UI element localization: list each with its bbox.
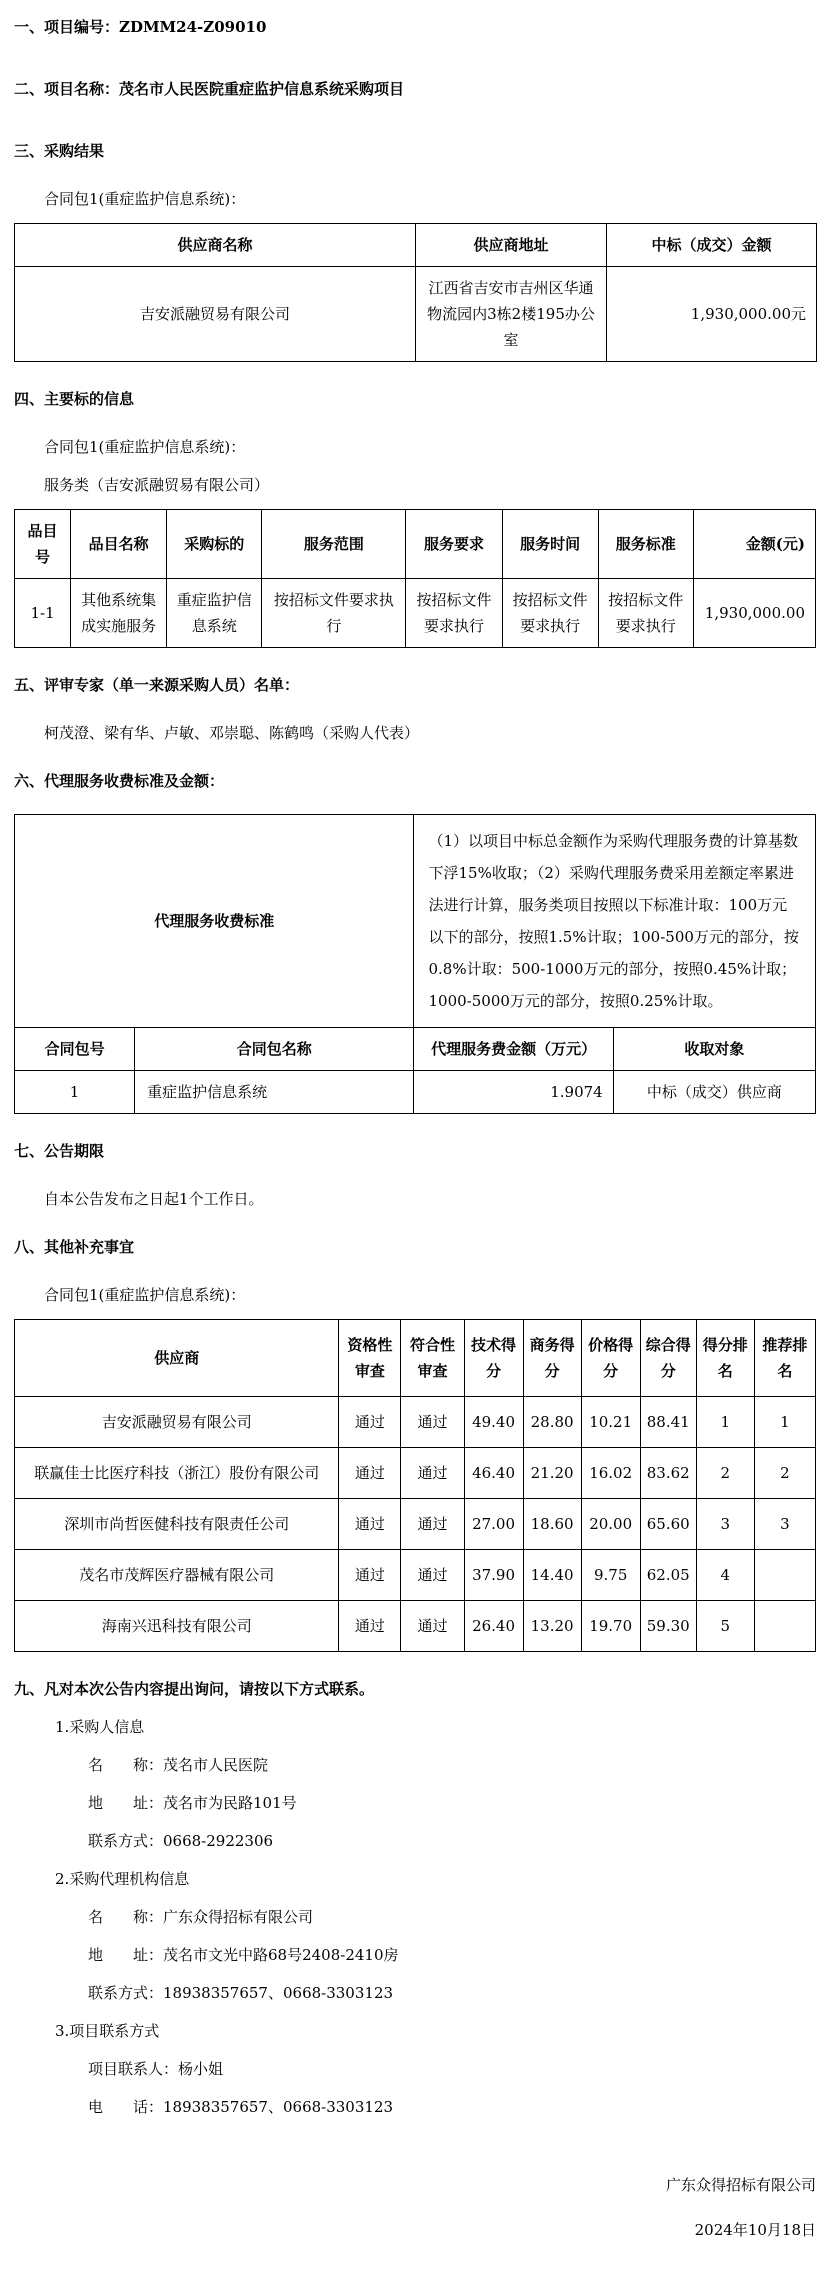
- cell-package-name: 重症监护信息系统: [135, 1071, 414, 1114]
- cell-supplier: 深圳市尚哲医健科技有限责任公司: [15, 1499, 339, 1550]
- header-service-time: 服务时间: [502, 510, 598, 579]
- cell-package-no: 1: [15, 1071, 135, 1114]
- agency-name: 名 称：广东众得招标有限公司: [88, 1908, 314, 1926]
- header-procurement-target: 采购标的: [167, 510, 262, 579]
- cell-recommend-rank: [754, 1550, 815, 1601]
- cell-business: 14.40: [523, 1550, 581, 1601]
- cell-price: 20.00: [581, 1499, 640, 1550]
- cell-conformity: 通过: [401, 1499, 464, 1550]
- cell-qualification: 通过: [339, 1397, 401, 1448]
- cell-service-requirement: 按招标文件要求执行: [406, 579, 502, 648]
- cell-service-scope: 按招标文件要求执行: [262, 579, 406, 648]
- cell-supplier: 吉安派融贸易有限公司: [15, 1397, 339, 1448]
- purchaser-info-heading: 1.采购人信息: [55, 1718, 145, 1736]
- table-row: [15, 1499, 816, 1550]
- header-fee-payer: 收取对象: [613, 1028, 815, 1071]
- header-qualification-review: 资格性审查: [339, 1320, 401, 1397]
- section-7-title: 七、公告期限: [14, 1142, 105, 1160]
- section-2-project-name: 二、项目名称：茂名市人民医院重症监护信息系统采购项目: [14, 80, 405, 98]
- cell-conformity: 通过: [401, 1601, 464, 1652]
- document-footer: [14, 2174, 816, 2241]
- cell-item-no: 1-1: [15, 579, 71, 648]
- header-service-standard: 服务标准: [598, 510, 693, 579]
- cell-technical: 49.40: [464, 1397, 523, 1448]
- header-award-amount: 中标（成交）金额: [607, 224, 817, 267]
- cell-score-rank: 4: [696, 1550, 754, 1601]
- cell-award-amount: 1,930,000.00元: [607, 267, 817, 362]
- cell-procurement-target: 重症监护信息系统: [167, 579, 262, 648]
- cell-business: 18.60: [523, 1499, 581, 1550]
- table-row: [15, 1397, 816, 1448]
- cell-score-rank: 2: [696, 1448, 754, 1499]
- cell-service-standard: 按招标文件要求执行: [598, 579, 693, 648]
- fee-standard-row: [15, 815, 816, 1028]
- table-row: [15, 1550, 816, 1601]
- header-fee-amount: 代理服务费金额（万元）: [414, 1028, 613, 1071]
- cell-score-rank: 3: [696, 1499, 754, 1550]
- cell-recommend-rank: 2: [754, 1448, 815, 1499]
- cell-amount: 1,930,000.00: [693, 579, 815, 648]
- table-header-row: [15, 1320, 816, 1397]
- cell-business: 13.20: [523, 1601, 581, 1652]
- section-4-title: 四、主要标的信息: [14, 390, 135, 408]
- cell-qualification: 通过: [339, 1550, 401, 1601]
- section-9-title: 九、凡对本次公告内容提出询问，请按以下方式联系。: [14, 1680, 375, 1698]
- section-4-category-label: 服务类（吉安派融贸易有限公司）: [44, 476, 270, 494]
- supplier-score-table: [14, 1319, 816, 1652]
- table-row: [15, 1071, 816, 1114]
- section-8-title: 八、其他补充事宜: [14, 1238, 135, 1256]
- agency-fee-table: [14, 814, 816, 1114]
- agency-address: 地 址：茂名市文光中路68号2408-2410房: [88, 1946, 399, 1964]
- cell-supplier: 联赢佳士比医疗科技（浙江）股份有限公司: [15, 1448, 339, 1499]
- fee-standard-label: 代理服务收费标准: [15, 815, 414, 1028]
- purchaser-address: 地 址：茂名市为民路101号: [88, 1794, 297, 1812]
- header-amount: 金额(元): [693, 510, 815, 579]
- cell-technical: 46.40: [464, 1448, 523, 1499]
- cell-technical: 27.00: [464, 1499, 523, 1550]
- cell-recommend-rank: 1: [754, 1397, 815, 1448]
- fee-standard-text: （1）以项目中标总金额作为采购代理服务费的计算基数下浮15%收取；（2）采购代理服务费采用差额定率累进法进行计算，服务类项目按照以下标准计取：100万元以下的部分，按照1.5%计取；100-500万元的部分，按0.8%计取：500-1000万元的部分，按照0.45%计取；1000-5000万元的部分，按照0.25%计取。: [414, 815, 816, 1028]
- cell-conformity: 通过: [401, 1550, 464, 1601]
- purchaser-name: 名 称：茂名市人民医院: [88, 1756, 269, 1774]
- cell-service-time: 按招标文件要求执行: [502, 579, 598, 648]
- cell-recommend-rank: [754, 1601, 815, 1652]
- section-8-package-label: 合同包1(重症监护信息系统)：: [44, 1286, 246, 1304]
- cell-qualification: 通过: [339, 1499, 401, 1550]
- section-4-package-label: 合同包1(重症监护信息系统)：: [44, 438, 246, 456]
- cell-qualification: 通过: [339, 1601, 401, 1652]
- project-contact-phone: 电 话：18938357657、0668-3303123: [88, 2098, 394, 2116]
- header-service-requirement: 服务要求: [406, 510, 502, 579]
- header-supplier: 供应商: [15, 1320, 339, 1397]
- header-service-scope: 服务范围: [262, 510, 406, 579]
- cell-score-rank: 5: [696, 1601, 754, 1652]
- cell-supplier-address: 江西省吉安市吉州区华通物流园内3栋2楼195办公室: [416, 267, 607, 362]
- table-header-row: [15, 1028, 816, 1071]
- cell-supplier-name: 吉安派融贸易有限公司: [15, 267, 416, 362]
- table-row: [15, 579, 816, 648]
- announcement-period-text: 自本公告发布之日起1个工作日。: [44, 1190, 264, 1208]
- section-5-title: 五、评审专家（单一来源采购人员）名单：: [14, 676, 300, 694]
- project-contact-person: 项目联系人：杨小姐: [88, 2060, 224, 2078]
- cell-conformity: 通过: [401, 1397, 464, 1448]
- cell-technical: 37.90: [464, 1550, 523, 1601]
- header-item-name: 品目名称: [71, 510, 167, 579]
- header-conformity-review: 符合性审查: [401, 1320, 464, 1397]
- header-score-rank: 得分排名: [696, 1320, 754, 1397]
- header-price-score: 价格得分: [581, 1320, 640, 1397]
- cell-supplier: 茂名市茂辉医疗器械有限公司: [15, 1550, 339, 1601]
- purchaser-contact: 联系方式：0668-2922306: [88, 1832, 274, 1850]
- header-package-no: 合同包号: [15, 1028, 135, 1071]
- cell-technical: 26.40: [464, 1601, 523, 1652]
- cell-total: 59.30: [640, 1601, 696, 1652]
- cell-price: 9.75: [581, 1550, 640, 1601]
- cell-business: 21.20: [523, 1448, 581, 1499]
- cell-fee-payer: 中标（成交）供应商: [613, 1071, 815, 1114]
- header-supplier-address: 供应商地址: [416, 224, 607, 267]
- section-6-title: 六、代理服务收费标准及金额：: [14, 772, 225, 790]
- section-1-project-number: 一、项目编号：ZDMM24-Z09010: [14, 18, 267, 36]
- table-row: [15, 1601, 816, 1652]
- cell-total: 83.62: [640, 1448, 696, 1499]
- agency-info-heading: 2.采购代理机构信息: [55, 1870, 190, 1888]
- cell-total: 62.05: [640, 1550, 696, 1601]
- footer-company-name: 广东众得招标有限公司: [665, 2176, 816, 2194]
- header-technical-score: 技术得分: [464, 1320, 523, 1397]
- cell-price: 10.21: [581, 1397, 640, 1448]
- cell-price: 19.70: [581, 1601, 640, 1652]
- cell-qualification: 通过: [339, 1448, 401, 1499]
- cell-total: 88.41: [640, 1397, 696, 1448]
- header-supplier-name: 供应商名称: [15, 224, 416, 267]
- header-item-no: 品目号: [15, 510, 71, 579]
- header-recommend-rank: 推荐排名: [754, 1320, 815, 1397]
- cell-score-rank: 1: [696, 1397, 754, 1448]
- header-business-score: 商务得分: [523, 1320, 581, 1397]
- cell-recommend-rank: 3: [754, 1499, 815, 1550]
- subject-info-table: [14, 509, 816, 648]
- project-contact-heading: 3.项目联系方式: [55, 2022, 160, 2040]
- header-package-name: 合同包名称: [135, 1028, 414, 1071]
- expert-names: 柯茂澄、梁有华、卢敏、邓崇聪、陈鹤鸣（采购人代表）: [44, 724, 420, 742]
- table-header-row: [15, 224, 817, 267]
- table-row: [15, 1448, 816, 1499]
- cell-supplier: 海南兴迅科技有限公司: [15, 1601, 339, 1652]
- footer-date: 2024年10月18日: [694, 2221, 816, 2239]
- section-3-package-label: 合同包1(重症监护信息系统)：: [44, 190, 246, 208]
- cell-total: 65.60: [640, 1499, 696, 1550]
- cell-business: 28.80: [523, 1397, 581, 1448]
- cell-conformity: 通过: [401, 1448, 464, 1499]
- agency-contact: 联系方式：18938357657、0668-3303123: [88, 1984, 394, 2002]
- table-row: [15, 267, 817, 362]
- cell-fee-amount: 1.9074: [414, 1071, 613, 1114]
- procurement-result-table: [14, 223, 817, 362]
- table-header-row: [15, 510, 816, 579]
- cell-price: 16.02: [581, 1448, 640, 1499]
- section-3-title: 三、采购结果: [14, 142, 105, 160]
- cell-item-name: 其他系统集成实施服务: [71, 579, 167, 648]
- header-total-score: 综合得分: [640, 1320, 696, 1397]
